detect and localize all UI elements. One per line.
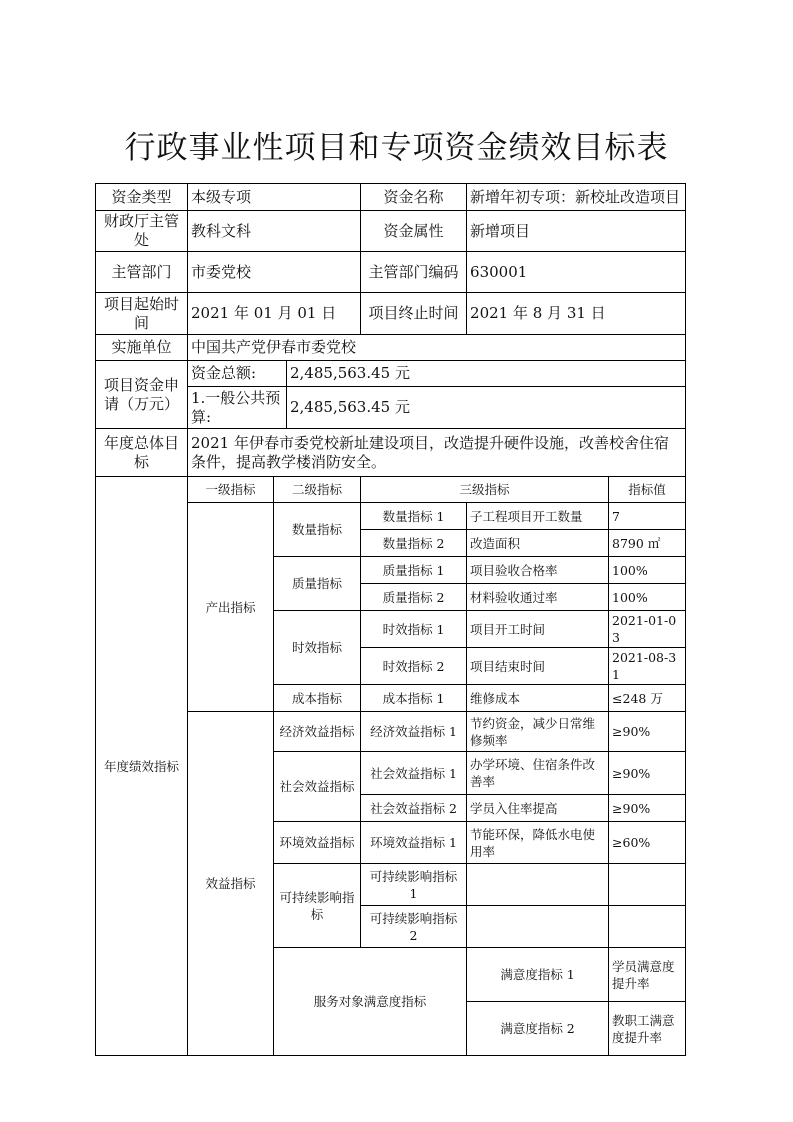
start-label: 项目起始时间: [96, 293, 188, 335]
row-name: 数量指标 1: [361, 503, 467, 530]
row-value: ≥90%: [609, 712, 686, 752]
row-desc: 节能环保，降低水电使用率: [467, 822, 609, 864]
owner-value: 市委党校: [188, 252, 361, 293]
quantity-indicator: 数量指标: [274, 503, 361, 557]
economic-indicator: 经济效益指标: [274, 712, 361, 752]
goal-label: 年度总体目标: [96, 429, 188, 477]
apply-label: 项目资金申请（万元）: [96, 361, 188, 429]
row-desc: 办学环境、住宿条件改善率: [467, 752, 609, 795]
row-name: 经济效益指标 1: [361, 712, 467, 752]
social-indicator: 社会效益指标: [274, 752, 361, 822]
row-value: ≥90%: [609, 795, 686, 822]
row-value: ≥60%: [609, 822, 686, 864]
row-desc: 学员满意度提升率: [609, 948, 686, 1002]
row-name: 质量指标 2: [361, 584, 467, 611]
row-name: 环境效益指标 1: [361, 822, 467, 864]
row-name: 社会效益指标 1: [361, 752, 467, 795]
fund-name-value: 新增年初专项：新校址改造项目: [467, 184, 686, 211]
row-desc: 学员入住率提高: [467, 795, 609, 822]
owner-code-label: 主管部门编码: [361, 252, 467, 293]
page-title: 行政事业性项目和专项资金绩效目标表: [124, 130, 669, 166]
end-label: 项目终止时间: [361, 293, 467, 335]
fund-attr-label: 资金属性: [361, 211, 467, 252]
output-indicator: 产出指标: [188, 503, 274, 712]
row-name: 社会效益指标 2: [361, 795, 467, 822]
row-name: 质量指标 1: [361, 557, 467, 584]
row-value: 100%: [609, 584, 686, 611]
row-name: 成本指标 1: [361, 685, 467, 712]
row-value: 2021-01-03: [609, 611, 686, 648]
performance-target-table: [95, 183, 686, 1056]
satisfaction-indicator: 服务对象满意度指标: [274, 948, 467, 1056]
row-value: 8790 ㎡: [609, 530, 686, 557]
row-value: 7: [609, 503, 686, 530]
end-value: 2021 年 8 月 31 日: [467, 293, 686, 335]
start-value: 2021 年 01 月 01 日: [188, 293, 361, 335]
row-value: [609, 906, 686, 948]
row-name: 满意度指标 2: [467, 1002, 609, 1056]
row-desc: 项目开工时间: [467, 611, 609, 648]
row-desc: 材料验收通过率: [467, 584, 609, 611]
row-desc: 项目验收合格率: [467, 557, 609, 584]
row-desc: [467, 864, 609, 906]
row-value: 2021-08-31: [609, 648, 686, 685]
dept-label: 财政厅主管处: [96, 211, 188, 252]
row-value: ≤248 万: [609, 685, 686, 712]
fund-attr-value: 新增项目: [467, 211, 686, 252]
row-desc: 节约资金，减少日常维修频率: [467, 712, 609, 752]
benefit-indicator: 效益指标: [188, 712, 274, 1056]
row-desc: 教职工满意度提升率: [609, 1002, 686, 1056]
fund-type-label: 资金类型: [96, 184, 188, 211]
fund-type-value: 本级专项: [188, 184, 361, 211]
row-value: 100%: [609, 557, 686, 584]
row-desc: 改造面积: [467, 530, 609, 557]
row-value: ≥90%: [609, 752, 686, 795]
row-name: 可持续影响指标 2: [361, 906, 467, 948]
row-name: 时效指标 1: [361, 611, 467, 648]
quality-indicator: 质量指标: [274, 557, 361, 611]
timeliness-indicator: 时效指标: [274, 611, 361, 685]
sustainability-indicator: 可持续影响指标: [274, 864, 361, 948]
unit-label: 实施单位: [96, 335, 188, 361]
budget-value: 2,485,563.45 元: [287, 387, 686, 429]
fund-name-label: 资金名称: [361, 184, 467, 211]
total-value: 2,485,563.45 元: [287, 361, 686, 387]
environment-indicator: 环境效益指标: [274, 822, 361, 864]
goal-value: 2021 年伊春市委党校新址建设项目，改造提升硬件设施，改善校舍住宿条件，提高教学楼消防安全。: [188, 429, 686, 477]
total-label: 资金总额:: [188, 361, 287, 387]
owner-code-value: 630001: [467, 252, 686, 293]
row-name: 满意度指标 1: [467, 948, 609, 1002]
row-desc: [467, 906, 609, 948]
row-value: [609, 864, 686, 906]
header-value: 指标值: [609, 477, 686, 503]
header-level1: 一级指标: [188, 477, 274, 503]
row-desc: 项目结束时间: [467, 648, 609, 685]
row-name: 可持续影响指标 1: [361, 864, 467, 906]
row-desc: 维修成本: [467, 685, 609, 712]
header-level2: 二级指标: [274, 477, 361, 503]
cost-indicator: 成本指标: [274, 685, 361, 712]
header-level3: 三级指标: [361, 477, 609, 503]
budget-label: 1.一般公共预算:: [188, 387, 287, 429]
unit-value: 中国共产党伊春市委党校: [188, 335, 686, 361]
row-name: 数量指标 2: [361, 530, 467, 557]
owner-label: 主管部门: [96, 252, 188, 293]
row-desc: 子工程项目开工数量: [467, 503, 609, 530]
row-name: 时效指标 2: [361, 648, 467, 685]
annual-indicator-label: 年度绩效指标: [96, 477, 188, 1056]
dept-value: 教科文科: [188, 211, 361, 252]
